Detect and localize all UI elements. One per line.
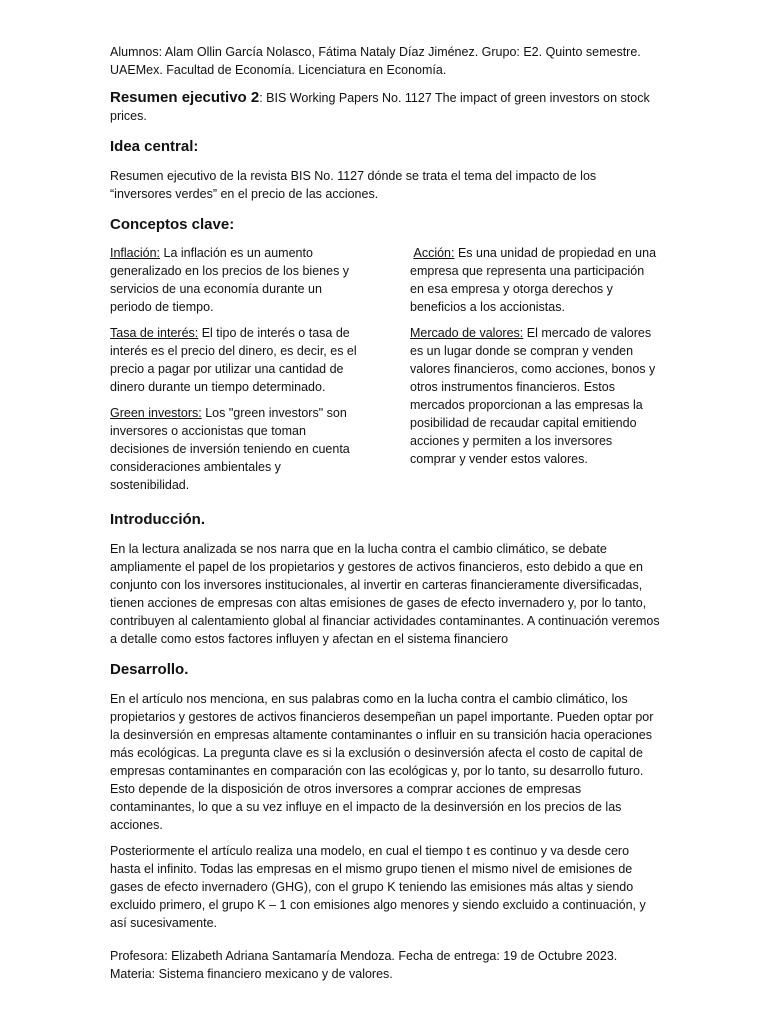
concept-definition: La inflación es un aumento generalizado en los precios de los bienes y servicios de una economía durante un periodo de tiempo. xyxy=(110,246,350,314)
concept-term: Inflación: xyxy=(110,246,161,260)
concept-definition: Los "green investors" son inversores o accionistas que toman decisiones de inversión teniendo en cuenta consideraciones ambientales y sostenibilidad. xyxy=(110,406,350,492)
concepts-left-column xyxy=(110,244,360,502)
title-label: Resumen ejecutivo 2 xyxy=(110,89,260,106)
title-text: : BIS Working Papers No. 1127 The impact of green investors on stock prices. xyxy=(110,91,650,123)
concept-definition: El tipo de interés o tasa de interés es el precio del dinero, es decir, es el precio a pagar por utilizar una cantidad de dinero durante un tiempo determinado. xyxy=(110,326,357,394)
introduccion-text: En la lectura analizada se nos narra que en la lucha contra el cambio climático, se debate ampliamente el papel de los propietarios y gestores de activos financieros, esto debido a que en conjunto con los inversores institucionales, al invertir en carteras financieramente diversificadas, tienen acciones de empresas con altas emisiones de gases de efecto invernadero y, por lo tanto, contribuyen al calentamiento global al financiar actividades contaminantes. A continuación veremos a detalle como estos factores influyen y afectan en el sistema financiero xyxy=(110,542,660,646)
concept-mercado-de-valores xyxy=(410,324,660,468)
concept-definition: Es una unidad de propiedad en una empresa que representa una participación en esa empresa y otorga derechos y beneficios a los accionistas. xyxy=(410,246,657,314)
idea-central-text: Resumen ejecutivo de la revista BIS No. 1127 dónde se trata el tema del impacto de los “inversores verdes” en el precio de las acciones. xyxy=(110,169,597,201)
document-footer xyxy=(110,947,670,983)
concept-term: Green investors: xyxy=(110,406,202,420)
footer-subject: Materia: Sistema financiero mexicano y de valores. xyxy=(110,967,393,981)
heading-introduccion: Introducción. xyxy=(110,511,205,528)
concept-term: Mercado de valores: xyxy=(410,326,524,340)
heading-desarrollo: Desarrollo. xyxy=(110,661,189,678)
heading-conceptos-clave: Conceptos clave: xyxy=(110,216,235,233)
footer-professor: Profesora: Elizabeth Adriana Santamaría Mendoza. Fecha de entrega: 19 de Octubre 2023. xyxy=(110,949,618,963)
concept-definition: El mercado de valores es un lugar donde se compran y venden valores financieros, como acciones, bonos y otros instrumentos financieros. Estos mercados proporcionan a las empresas la posibilidad de recaudar capital emitiendo acciones y permiten a los inversores comprar y vender estos valores. xyxy=(410,326,656,466)
desarrollo-paragraph-2: Posteriormente el artículo realiza una modelo, en cual el tiempo t es continuo y va desde cero hasta el infinito. Todas las empresas en el mismo grupo tienen el mismo nivel de emisiones de gases de efecto invernadero (GHG), con el grupo K teniendo las emisiones más altas y siendo excluido primero, el grupo K – 1 con emisiones algo menores y siendo excluido a continuación, y así sucesivamente. xyxy=(110,844,646,930)
header-students: Alumnos: Alam Ollin García Nolasco, Fátima Nataly Díaz Jiménez. Grupo: E2. Quinto semestre. xyxy=(110,45,641,59)
desarrollo-paragraph-1: En el artículo nos menciona, en sus palabras como en la lucha contra el cambio climático, los propietarios y gestores de activos financieros desempeñan un papel importante. Pueden optar por la desinversión en empresas altamente contaminantes o influir en su transición hacia operaciones más ecológicas. La pregunta clave es si la exclusión o desinversión afecta el costo de capital de empresas contaminantes en comparación con las ecológicas y, por lo tanto, su desarrollo futuro. Esto depende de la disposición de otros inversores a comprar acciones de empresas contaminantes, lo que a su vez influye en el impacto de la desinversión en los precios de las acciones. xyxy=(110,692,654,832)
concept-green-investors xyxy=(110,404,360,494)
concepts-columns xyxy=(110,244,660,502)
document-body xyxy=(110,43,660,932)
header-institution: UAEMex. Facultad de Economía. Licenciatura en Economía. xyxy=(110,63,447,77)
concept-accion xyxy=(410,244,660,316)
concept-tasa-de-interes xyxy=(110,324,360,396)
concepts-right-column xyxy=(410,244,660,502)
concept-term: Acción: xyxy=(413,246,455,260)
concept-inflacion xyxy=(110,244,360,316)
heading-idea-central: Idea central: xyxy=(110,138,199,155)
document-title xyxy=(110,89,660,125)
concept-term: Tasa de interés: xyxy=(110,326,199,340)
